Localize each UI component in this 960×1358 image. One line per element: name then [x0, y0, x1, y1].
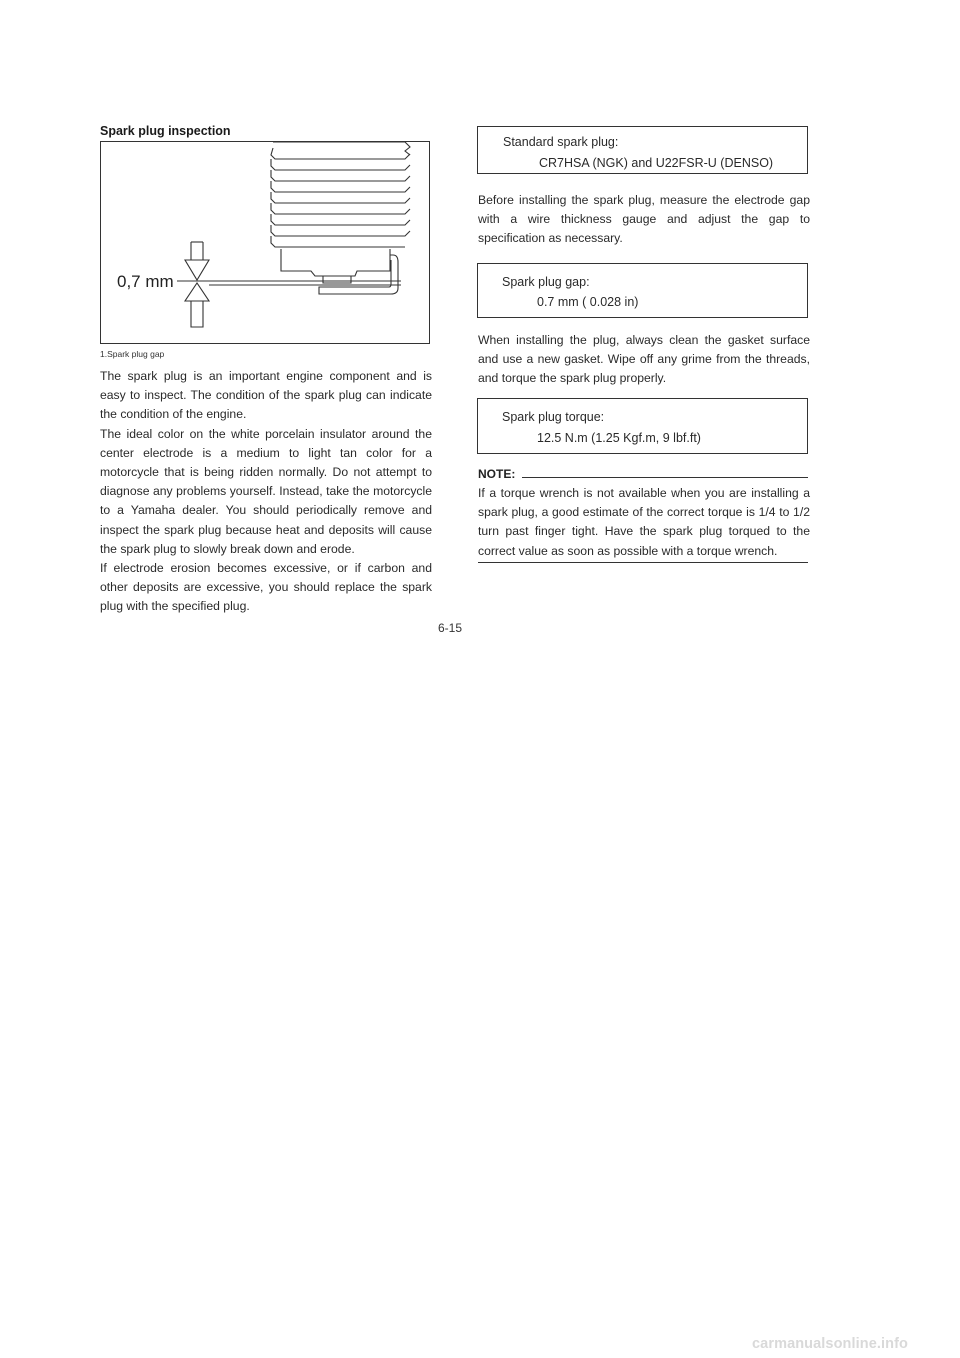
spark-plug-torque-spec	[477, 398, 808, 454]
paragraph-intro: The spark plug is an important engine component and is easy to inspect. The condition of the spark plug can indicate the condition of the engine.	[100, 369, 432, 422]
gap-measurement-label: 0,7 mm	[117, 272, 174, 291]
paragraph-install-plug: When installing the plug, always clean the gasket surface and use a new gasket. Wipe off any grime from the threads, and torque the spark plug properly.	[478, 333, 810, 386]
note-body	[478, 484, 810, 561]
note-divider-bottom	[478, 562, 808, 563]
spark-plug-diagram-icon	[101, 142, 430, 344]
note-divider-top	[522, 477, 808, 478]
install-instructions	[478, 331, 810, 389]
paragraph-measure-gap: Before installing the spark plug, measure the electrode gap with a wire thickness gauge and adjust the gap to specification as necessary.	[478, 193, 810, 246]
figure-caption: 1.Spark plug gap	[100, 349, 165, 359]
note-text: If a torque wrench is not available when you are installing a spark plug, a good estimate of the correct torque is 1/4 to 1/2 turn past finger tight. Have the spark plug torqued to the correct value as soon as possible with a torque wrench.	[478, 486, 810, 558]
spark-plug-gap-spec	[477, 263, 808, 318]
spec-value: CR7HSA (NGK) and U22FSR-U (DENSO)	[539, 156, 774, 170]
watermark: carmanualsonline.info	[752, 1336, 908, 1352]
page-number: 6-15	[438, 621, 463, 635]
spec-value: 0.7 mm ( 0.028 in)	[537, 295, 639, 309]
spec-value: 12.5 N.m (1.25 Kgf.m, 9 lbf.ft)	[537, 431, 701, 445]
spec-label: Spark plug torque:	[502, 410, 605, 424]
spark-plug-figure	[100, 141, 430, 344]
note-heading: NOTE:	[478, 467, 516, 481]
paragraph-erosion: If electrode erosion becomes excessive, or if carbon and other deposits are excessive, you should replace the spark plug with the specified plug.	[100, 561, 432, 614]
gap-instructions	[478, 191, 810, 249]
spec-label: Spark plug gap:	[502, 275, 590, 289]
section-title: Spark plug inspection	[100, 124, 231, 138]
left-column-text	[100, 367, 432, 617]
spec-label: Standard spark plug:	[503, 135, 619, 149]
paragraph-insulator-color: The ideal color on the white porcelain insulator around the center electrode is a medium to light tan color for a motorcycle that is being ridden normally. Do not attempt to diagnose any problems yourself. Instead, take the motorcycle to a Yamaha dealer. You should periodically remove and inspect the spark plug because heat and deposits will cause the spark plug to slowly break down and erode.	[100, 426, 432, 556]
standard-spark-plug-spec	[477, 126, 808, 174]
